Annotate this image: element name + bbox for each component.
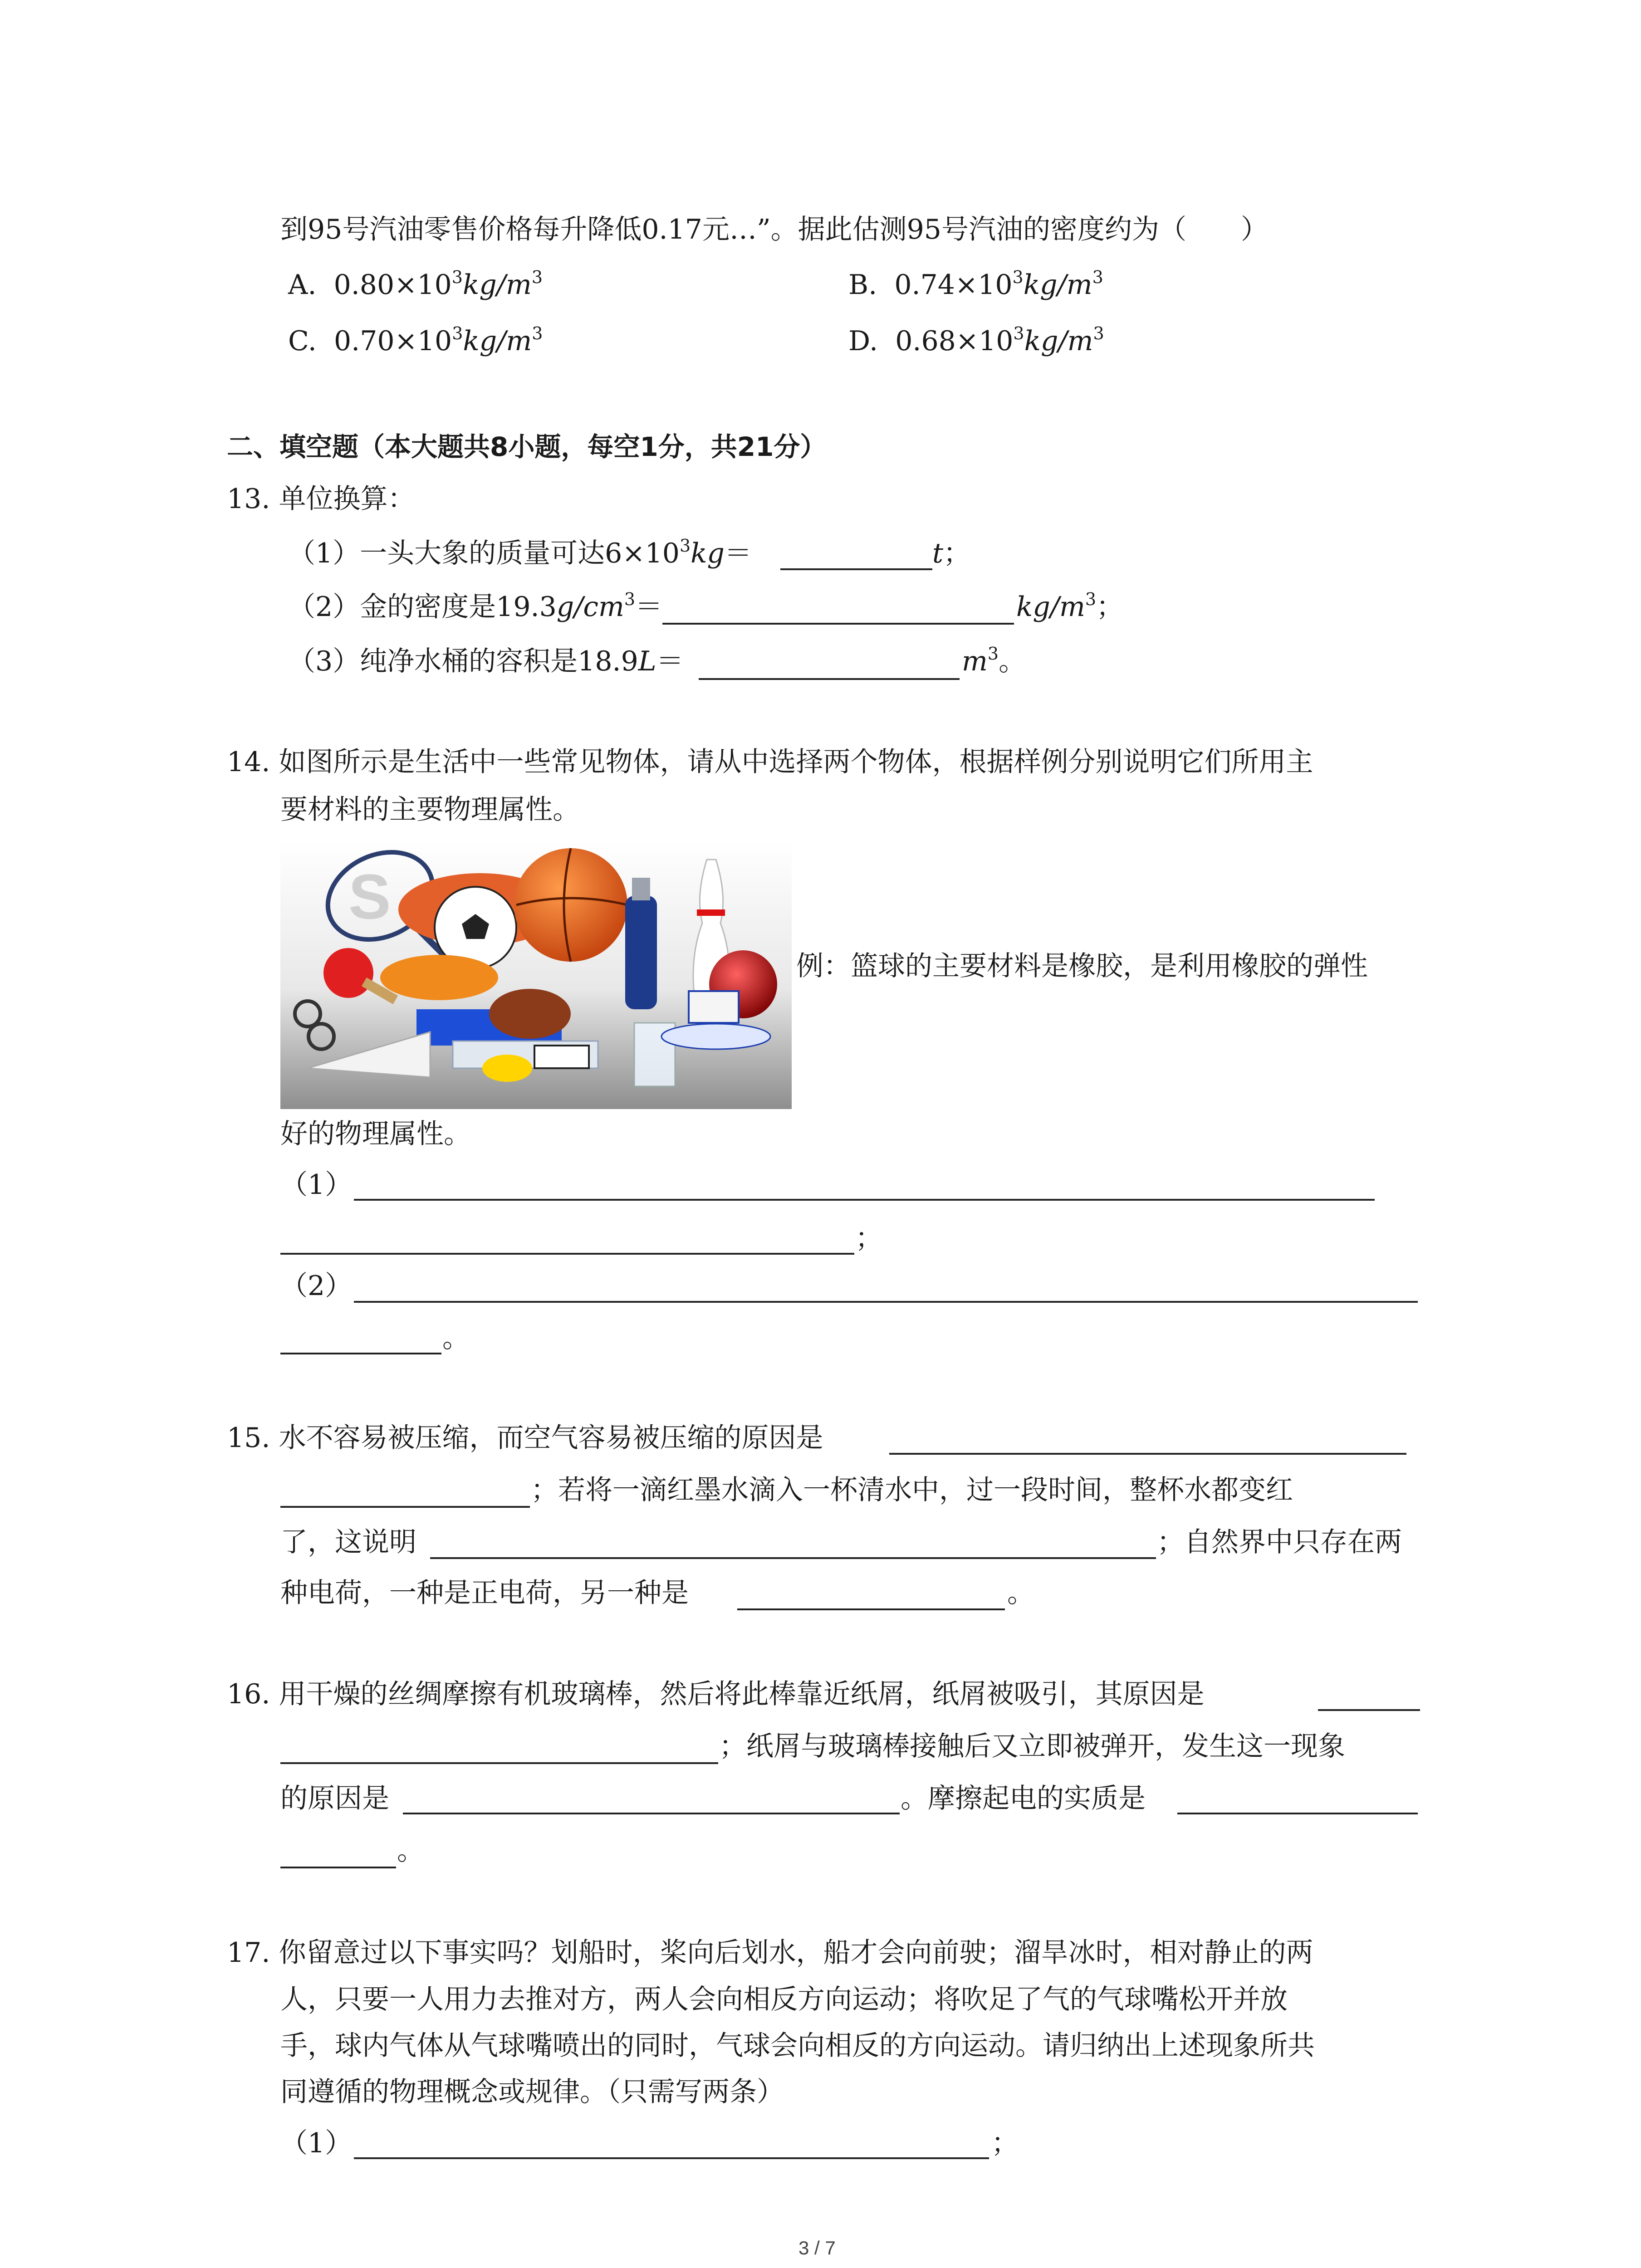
q14-stem-line2: 要材料的主要物理属性。 [280, 794, 580, 826]
q15-line1: 15. 水不容易被压缩，而空气容易被压缩的原因是 [227, 1422, 823, 1454]
q15-blank-1a[interactable] [889, 1453, 1406, 1455]
q12-option-c: C. $0.70\times 10^3kg/m^3$ [288, 323, 543, 357]
q14-end-2: 。 [442, 1322, 470, 1354]
q16-line1: 16. 用干燥的丝绸摩擦有机玻璃棒，然后将此棒靠近纸屑，纸屑被吸引，其原因是 [227, 1678, 1205, 1710]
sports-objects-illustration [280, 841, 792, 1109]
q15-line3a: 了，这说明 [280, 1526, 416, 1558]
q17-line2: 人，只要一人用力去推对方，两人会向相反方向运动；将吹足了气的气球嘴松开并放 [280, 1984, 1288, 2015]
q14-label-2: （2） [280, 1270, 353, 1302]
sports-objects-figure [280, 841, 792, 1109]
q13-part3-unit: $m^3$。 [962, 644, 1026, 677]
q16-line3a: 的原因是 [280, 1783, 389, 1814]
q14-blank-1b[interactable] [280, 1253, 854, 1255]
q14-example: 例：篮球的主要材料是橡胶，是利用橡胶的弹性 [796, 950, 1368, 982]
q15-blank-2[interactable] [430, 1557, 1156, 1559]
q17-line4: 同遵循的物理概念或规律。（只需写两条） [280, 2076, 784, 2108]
q16-blank-2[interactable] [403, 1813, 900, 1814]
q16-blank-3a[interactable] [1177, 1813, 1418, 1814]
q13-blank-3[interactable] [699, 678, 960, 680]
q14-example-cont: 好的物理属性。 [280, 1118, 471, 1150]
q17-line1: 17. 你留意过以下事实吗？划船时，桨向后划水，船才会向前驶；溜旱冰时，相对静止的两 [227, 1937, 1313, 1969]
q16-blank-1a[interactable] [1318, 1709, 1420, 1711]
q15-line3b: ；自然界中只存在两 [1157, 1526, 1402, 1558]
q13-part1: （1）一头大象的质量可达$6\times 10^3kg=$ [288, 536, 752, 569]
q13-blank-1[interactable] [780, 568, 932, 570]
q13-stem: 13. 单位换算： [227, 483, 415, 515]
q17-label-1: （1） [280, 2127, 353, 2159]
q15-line2: ；若将一滴红墨水滴入一杯清水中，过一段时间，整杯水都变红 [531, 1474, 1293, 1506]
q15-blank-1b[interactable] [280, 1506, 530, 1508]
q15-line4a: 种电荷，一种是正电荷，另一种是 [280, 1577, 689, 1609]
q15-blank-3[interactable] [737, 1608, 1005, 1610]
q17-line3: 手，球内气体从气球嘴喷出的同时，气球会向相反的方向运动。请归纳出上述现象所共 [280, 2030, 1315, 2062]
page-number: 3 / 7 [798, 2237, 836, 2258]
q13-part1-unit: t； [932, 538, 971, 569]
q14-stem-line1: 14. 如图所示是生活中一些常见物体，请从中选择两个物体，根据样例分别说明它们所用主 [227, 746, 1313, 778]
q16-line2: ；纸屑与玻璃棒接触后又立即被弹开，发生这一现象 [719, 1730, 1345, 1762]
q13-blank-2[interactable] [662, 623, 1014, 625]
q17-blank-1[interactable] [354, 2157, 989, 2159]
q13-part2: （2）金的密度是$19.3g/cm^3=$ [288, 589, 663, 623]
q16-line4: 。 [397, 1835, 424, 1867]
q16-line3b: 。摩擦起电的实质是 [901, 1783, 1146, 1814]
svg-text:S: S [348, 861, 391, 932]
q14-blank-2a[interactable] [354, 1301, 1418, 1303]
q14-label-1: （1） [280, 1169, 353, 1201]
q13-part3: （3）纯净水桶的容积是18.9L＝ [288, 645, 684, 677]
q16-blank-3b[interactable] [280, 1867, 396, 1868]
q14-end-1: ； [855, 1222, 882, 1254]
q13-part2-unit: $kg/m^3$； [1016, 589, 1124, 623]
q12-stem-tail: 到95号汽油零售价格每升降低0.17元…”。据此估测95号汽油的密度约为（ ） [280, 214, 1268, 245]
q15-line4b: 。 [1007, 1577, 1034, 1609]
q12-option-d: D. $0.68\times 10^3kg/m^3$ [848, 323, 1104, 357]
q14-blank-1a[interactable] [354, 1199, 1375, 1201]
section-heading: 二、填空题（本大题共8小题，每空1分，共21分） [227, 431, 827, 462]
q12-option-b: B. $0.74\times 10^3kg/m^3$ [848, 267, 1103, 301]
q14-blank-2b[interactable] [280, 1353, 441, 1354]
q12-option-a: A. $0.80\times 10^3kg/m^3$ [288, 267, 543, 301]
q17-end-1: ； [991, 2127, 1019, 2159]
q16-blank-1b[interactable] [280, 1762, 718, 1764]
